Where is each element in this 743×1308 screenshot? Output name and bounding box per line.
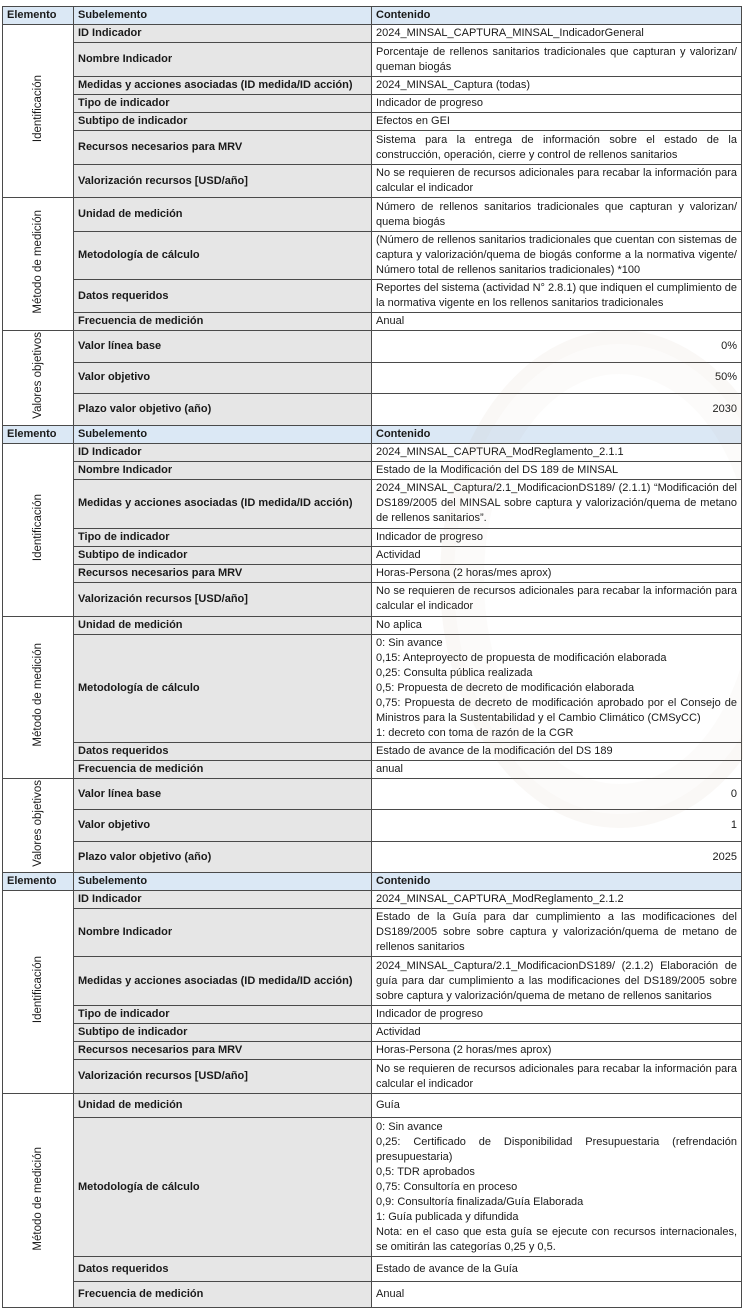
- row-label-medidas: Medidas y acciones asociadas (ID medida/ID acción): [74, 77, 372, 95]
- row-label-metodologia: Metodología de cálculo: [74, 1118, 372, 1257]
- table-row: [3, 394, 742, 426]
- table-row: [3, 1024, 742, 1042]
- table-row: [3, 810, 742, 842]
- row-label-medidas: Medidas y acciones asociadas (ID medida/ID acción): [74, 957, 372, 1006]
- indicator-nombre: Porcentaje de rellenos sanitarios tradicionales que capturan y valorizan/ queman biogás: [372, 43, 742, 77]
- indicator-plazo: 2025: [372, 841, 742, 873]
- row-label-recursos: Recursos necesarios para MRV: [74, 1042, 372, 1060]
- row-label-subtipo: Subtipo de indicador: [74, 113, 372, 131]
- header-contenido: Contenido: [372, 425, 742, 443]
- group-identificacion: Identificación: [3, 443, 74, 616]
- group-identificacion: Identificación: [3, 891, 74, 1094]
- metodologia-step: 0,75: Propuesta de decreto de modificación aprobado por el Consejo de Ministros para la Sustentabilidad y el Cambio Climático (CMSyCC): [376, 696, 737, 724]
- row-label-frecuencia: Frecuencia de medición: [74, 1282, 372, 1308]
- row-label-datos: Datos requeridos: [74, 742, 372, 760]
- indicator-subtipo: Actividad: [372, 546, 742, 564]
- header-elemento: Elemento: [3, 873, 74, 891]
- indicator-tipo: Indicador de progreso: [372, 95, 742, 113]
- table-row: [3, 1257, 742, 1282]
- indicator-tipo: Indicador de progreso: [372, 1006, 742, 1024]
- group-metodo: Método de medición: [3, 616, 74, 778]
- metodologia-step: 1: decreto con toma de razón de la CGR: [376, 726, 574, 739]
- metodologia-step: 0,15: Anteproyecto de propuesta de modificación elaborada: [376, 651, 667, 664]
- table-header-row: [3, 425, 742, 443]
- indicator-valorizacion: No se requieren de recursos adicionales para recabar la información para calcular el indicador: [372, 165, 742, 198]
- row-label-nombre: Nombre Indicador: [74, 43, 372, 77]
- indicator-frecuencia: Anual: [372, 1282, 742, 1308]
- metodologia-note: Nota: en el caso que esta guía se ejecute con recursos internacionales, se omitirán las categorías 0,25 y 0,5.: [376, 1225, 737, 1253]
- table-row: [3, 634, 742, 742]
- metodologia-step: 0,9: Consultoría finalizada/Guía Elaborada: [376, 1195, 584, 1208]
- row-label-subtipo: Subtipo de indicador: [74, 546, 372, 564]
- indicator-recursos: Sistema para la entrega de información sobre el estado de la construcción, operación, cierre y control de rellenos sanitarios: [372, 131, 742, 165]
- header-elemento: Elemento: [3, 7, 74, 25]
- header-subelemento: Subelemento: [74, 425, 372, 443]
- table-row: [3, 443, 742, 461]
- table-row: [3, 77, 742, 95]
- row-label-nombre: Nombre Indicador: [74, 909, 372, 957]
- indicator-unidad: Número de rellenos sanitarios tradicionales que capturan y valorizan/ quema biogás: [372, 198, 742, 232]
- indicator-valorizacion: No se requieren de recursos adicionales para recabar la información para calcular el indicador: [372, 1060, 742, 1094]
- row-label-tipo: Tipo de indicador: [74, 1006, 372, 1024]
- table-row: [3, 957, 742, 1006]
- table-row: [3, 232, 742, 280]
- table-row: [3, 313, 742, 331]
- row-label-plazo: Plazo valor objetivo (año): [74, 841, 372, 873]
- indicator-medidas: 2024_MINSAL_Captura (todas): [372, 77, 742, 95]
- indicator-metodologia: [372, 1118, 742, 1257]
- row-label-plazo: Plazo valor objetivo (año): [74, 394, 372, 426]
- row-label-unidad: Unidad de medición: [74, 1094, 372, 1118]
- metodologia-step: 0,5: TDR aprobados: [376, 1165, 475, 1178]
- indicator-valorizacion: No se requieren de recursos adicionales para recabar la información para calcular el indicador: [372, 582, 742, 616]
- indicator-medidas: 2024_MINSAL_Captura/2.1_ModificacionDS189/ (2.1.2) Elaboración de guía para dar cumplimiento a las modificaciones del DS189/2005 sobre sobre captura y valorización/quema de metano de rellenos sanitarios: [372, 957, 742, 1006]
- row-label-valorizacion: Valorización recursos [USD/año]: [74, 1060, 372, 1094]
- indicator-recursos: Horas-Persona (2 horas/mes aprox): [372, 564, 742, 582]
- row-label-linea-base: Valor línea base: [74, 331, 372, 363]
- table-row: [3, 280, 742, 313]
- table-row: [3, 582, 742, 616]
- row-label-datos: Datos requeridos: [74, 1257, 372, 1282]
- indicator-id: 2024_MINSAL_CAPTURA_MINSAL_IndicadorGeneral: [372, 25, 742, 43]
- row-label-objetivo: Valor objetivo: [74, 810, 372, 842]
- row-label-metodologia: Metodología de cálculo: [74, 634, 372, 742]
- table-row: [3, 479, 742, 528]
- header-contenido: Contenido: [372, 873, 742, 891]
- metodologia-step: 0,75: Consultoría en proceso: [376, 1180, 518, 1193]
- indicator-nombre: Estado de la Guía para dar cumplimiento a las modificaciones del DS189/2005 sobre sobre captura y valorización/quema de metano de rellenos sanitarios: [372, 909, 742, 957]
- table-row: [3, 1006, 742, 1024]
- table-row: [3, 1282, 742, 1308]
- row-label-id: ID Indicador: [74, 891, 372, 909]
- indicator-id: 2024_MINSAL_CAPTURA_ModReglamento_2.1.2: [372, 891, 742, 909]
- group-metodo: Método de medición: [3, 1094, 74, 1308]
- group-identificacion: Identificación: [3, 25, 74, 198]
- table-row: [3, 616, 742, 634]
- header-subelemento: Subelemento: [74, 7, 372, 25]
- table-row: [3, 362, 742, 394]
- table-row: [3, 461, 742, 479]
- row-label-valorizacion: Valorización recursos [USD/año]: [74, 582, 372, 616]
- row-label-id: ID Indicador: [74, 443, 372, 461]
- row-label-linea-base: Valor línea base: [74, 778, 372, 810]
- indicator-plazo: 2030: [372, 394, 742, 426]
- table-row: [3, 1118, 742, 1257]
- indicator-metodologia: (Número de rellenos sanitarios tradicionales que cuentan con sistemas de captura y valorización/quema de biogás conforme a la normativa vigente/ Número total de rellenos sanitarios tradicionales) *100: [372, 232, 742, 280]
- table-row: [3, 198, 742, 232]
- table-row: [3, 43, 742, 77]
- indicator-recursos: Horas-Persona (2 horas/mes aprox): [372, 1042, 742, 1060]
- row-label-id: ID Indicador: [74, 25, 372, 43]
- row-label-tipo: Tipo de indicador: [74, 95, 372, 113]
- indicator-unidad: No aplica: [372, 616, 742, 634]
- indicator-nombre: Estado de la Modificación del DS 189 de MINSAL: [372, 461, 742, 479]
- row-label-valorizacion: Valorización recursos [USD/año]: [74, 165, 372, 198]
- table-row: [3, 1042, 742, 1060]
- table-row: [3, 331, 742, 363]
- row-label-subtipo: Subtipo de indicador: [74, 1024, 372, 1042]
- table-row: [3, 131, 742, 165]
- metodologia-step: 0: Sin avance: [376, 636, 443, 649]
- row-label-medidas: Medidas y acciones asociadas (ID medida/ID acción): [74, 479, 372, 528]
- indicator-unidad: Guía: [372, 1094, 742, 1118]
- row-label-objetivo: Valor objetivo: [74, 362, 372, 394]
- row-label-nombre: Nombre Indicador: [74, 461, 372, 479]
- header-contenido: Contenido: [372, 7, 742, 25]
- table-row: [3, 742, 742, 760]
- table-row: [3, 909, 742, 957]
- row-label-datos: Datos requeridos: [74, 280, 372, 313]
- indicator-objetivo: 50%: [372, 362, 742, 394]
- table-row: [3, 546, 742, 564]
- metodologia-step: 0,25: Consulta pública realizada: [376, 666, 533, 679]
- metodologia-step: 1: Guía publicada y difundida: [376, 1210, 519, 1223]
- table-row: [3, 165, 742, 198]
- table-row: [3, 841, 742, 873]
- metodologia-step: 0,25: Certificado de Disponibilidad Presupuestaria (refrendación presupuestaria): [376, 1135, 737, 1163]
- indicator-metodologia: [372, 634, 742, 742]
- table-row: [3, 528, 742, 546]
- row-label-unidad: Unidad de medición: [74, 616, 372, 634]
- metodologia-step: 0: Sin avance: [376, 1120, 443, 1133]
- indicator-datos: Estado de avance de la modificación del DS 189: [372, 742, 742, 760]
- table-row: [3, 25, 742, 43]
- header-subelemento: Subelemento: [74, 873, 372, 891]
- indicator-linea-base: 0%: [372, 331, 742, 363]
- metodologia-step: 0,5: Propuesta de decreto de modificación elaborada: [376, 681, 635, 694]
- indicator-linea-base: 0: [372, 778, 742, 810]
- indicator-objetivo: 1: [372, 810, 742, 842]
- indicator-tipo: Indicador de progreso: [372, 528, 742, 546]
- group-valores: Valores objetivos: [3, 331, 74, 426]
- table-row: [3, 1094, 742, 1118]
- indicator-datos: Estado de avance de la Guía: [372, 1257, 742, 1282]
- table-header-row: [3, 7, 742, 25]
- table-row: [3, 778, 742, 810]
- row-label-metodologia: Metodología de cálculo: [74, 232, 372, 280]
- row-label-recursos: Recursos necesarios para MRV: [74, 564, 372, 582]
- indicator-subtipo: Efectos en GEI: [372, 113, 742, 131]
- table-row: [3, 113, 742, 131]
- header-elemento: Elemento: [3, 425, 74, 443]
- table-row: [3, 891, 742, 909]
- table-row: [3, 1060, 742, 1094]
- indicator-frecuencia: anual: [372, 760, 742, 778]
- group-valores: Valores objetivos: [3, 778, 74, 873]
- row-label-recursos: Recursos necesarios para MRV: [74, 131, 372, 165]
- indicator-datos: Reportes del sistema (actividad N° 2.8.1) que indiquen el cumplimiento de la normativa vigente en los rellenos sanitarios tradicionales: [372, 280, 742, 313]
- indicator-frecuencia: Anual: [372, 313, 742, 331]
- table-header-row: [3, 873, 742, 891]
- indicator-medidas: 2024_MINSAL_Captura/2.1_ModificacionDS189/ (2.1.1) “Modificación del DS189/2005 del MINSAL sobre captura y valorización/quema de metano de rellenos sanitarios”.: [372, 479, 742, 528]
- table-row: [3, 564, 742, 582]
- row-label-frecuencia: Frecuencia de medición: [74, 760, 372, 778]
- indicator-id: 2024_MINSAL_CAPTURA_ModReglamento_2.1.1: [372, 443, 742, 461]
- row-label-tipo: Tipo de indicador: [74, 528, 372, 546]
- table-row: [3, 95, 742, 113]
- group-metodo: Método de medición: [3, 198, 74, 331]
- indicator-table: [2, 6, 742, 1308]
- indicator-subtipo: Actividad: [372, 1024, 742, 1042]
- table-row: [3, 760, 742, 778]
- row-label-unidad: Unidad de medición: [74, 198, 372, 232]
- row-label-frecuencia: Frecuencia de medición: [74, 313, 372, 331]
